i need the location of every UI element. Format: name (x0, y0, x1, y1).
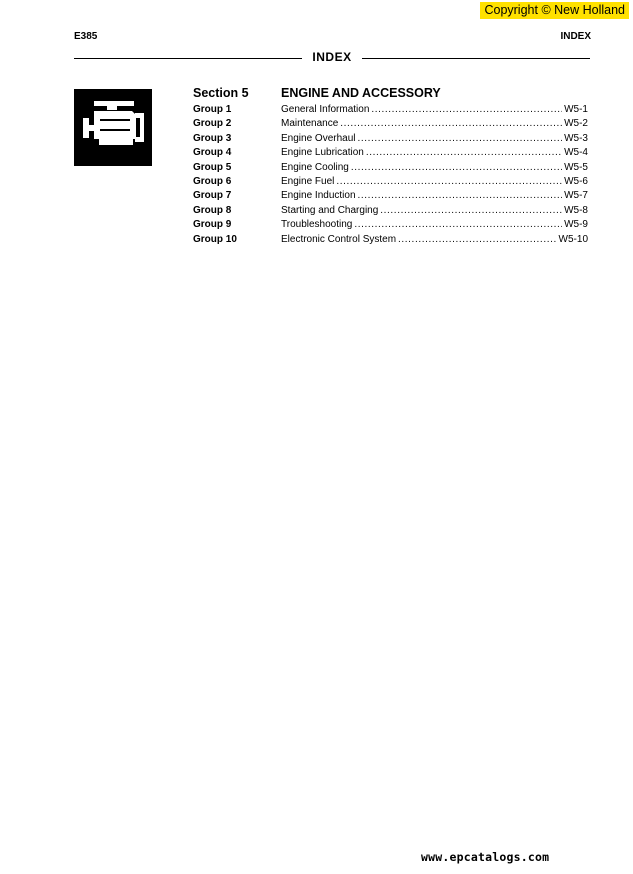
toc-group-label: Group 2 (193, 118, 232, 130)
toc-page-ref: W5-10 (558, 233, 588, 245)
toc-item-name: Engine Induction (281, 190, 356, 202)
engine-icon (74, 89, 152, 166)
toc-leader-dots (380, 204, 562, 218)
toc-row[interactable] (193, 218, 588, 232)
toc-page-ref: W5-4 (564, 147, 588, 159)
toc-leader-dots (336, 175, 562, 189)
toc-item-name: Engine Fuel (281, 175, 335, 187)
title-rule-left (74, 58, 302, 59)
toc-row[interactable] (193, 117, 588, 131)
page-title: INDEX (312, 50, 352, 64)
section-title: ENGINE AND ACCESSORY (281, 86, 441, 100)
toc-item-name: Troubleshooting (281, 219, 353, 231)
section-label: Section 5 (193, 86, 249, 100)
toc-page-ref: W5-3 (564, 132, 588, 144)
toc-item-name: Engine Lubrication (281, 147, 364, 159)
toc-row[interactable] (193, 132, 588, 146)
toc-leader-dots (398, 233, 557, 247)
toc-group-label: Group 5 (193, 161, 232, 173)
toc-leader-dots (340, 117, 562, 131)
toc-item-name: Engine Cooling (281, 161, 349, 173)
toc-group-label: Group 1 (193, 104, 232, 115)
toc-page-ref: W5-9 (564, 219, 588, 231)
toc-page-ref: W5-5 (564, 161, 588, 173)
toc-row[interactable] (193, 161, 588, 175)
toc-leader-dots (358, 132, 563, 146)
toc-item-name: Electronic Control System (281, 233, 397, 245)
toc-item-name: Engine Overhaul (281, 132, 356, 144)
toc-page-ref: W5-2 (564, 118, 588, 130)
toc-leader-dots (366, 146, 562, 160)
toc-row[interactable] (193, 233, 588, 247)
toc-group-label: Group 4 (193, 147, 232, 159)
footer-url[interactable]: www.epcatalogs.com (421, 850, 550, 864)
table-of-contents (193, 103, 588, 247)
toc-group-label: Group 9 (193, 219, 232, 231)
toc-page-ref: W5-8 (564, 204, 588, 216)
toc-page-ref: W5-6 (564, 175, 588, 187)
copyright-label: Copyright © New Holland (480, 2, 629, 19)
toc-group-label: Group 6 (193, 175, 232, 187)
toc-item-name: Maintenance (281, 118, 339, 130)
toc-row[interactable] (193, 175, 588, 189)
toc-leader-dots (351, 161, 562, 175)
toc-page-ref: W5-1 (564, 104, 588, 115)
toc-leader-dots (358, 189, 563, 203)
toc-row[interactable] (193, 103, 588, 117)
toc-item-name: General Information (281, 104, 370, 115)
title-rule-right (362, 58, 590, 59)
toc-group-label: Group 10 (193, 233, 237, 245)
toc-page-ref: W5-7 (564, 190, 588, 202)
toc-group-label: Group 7 (193, 190, 232, 202)
index-header: INDEX (560, 31, 591, 42)
toc-group-label: Group 8 (193, 204, 232, 216)
toc-row[interactable] (193, 204, 588, 218)
toc-leader-dots (371, 103, 562, 117)
toc-leader-dots (354, 218, 562, 232)
toc-group-label: Group 3 (193, 132, 232, 144)
model-header: E385 (74, 31, 98, 42)
toc-row[interactable] (193, 189, 588, 203)
toc-row[interactable] (193, 146, 588, 160)
toc-item-name: Starting and Charging (281, 204, 379, 216)
